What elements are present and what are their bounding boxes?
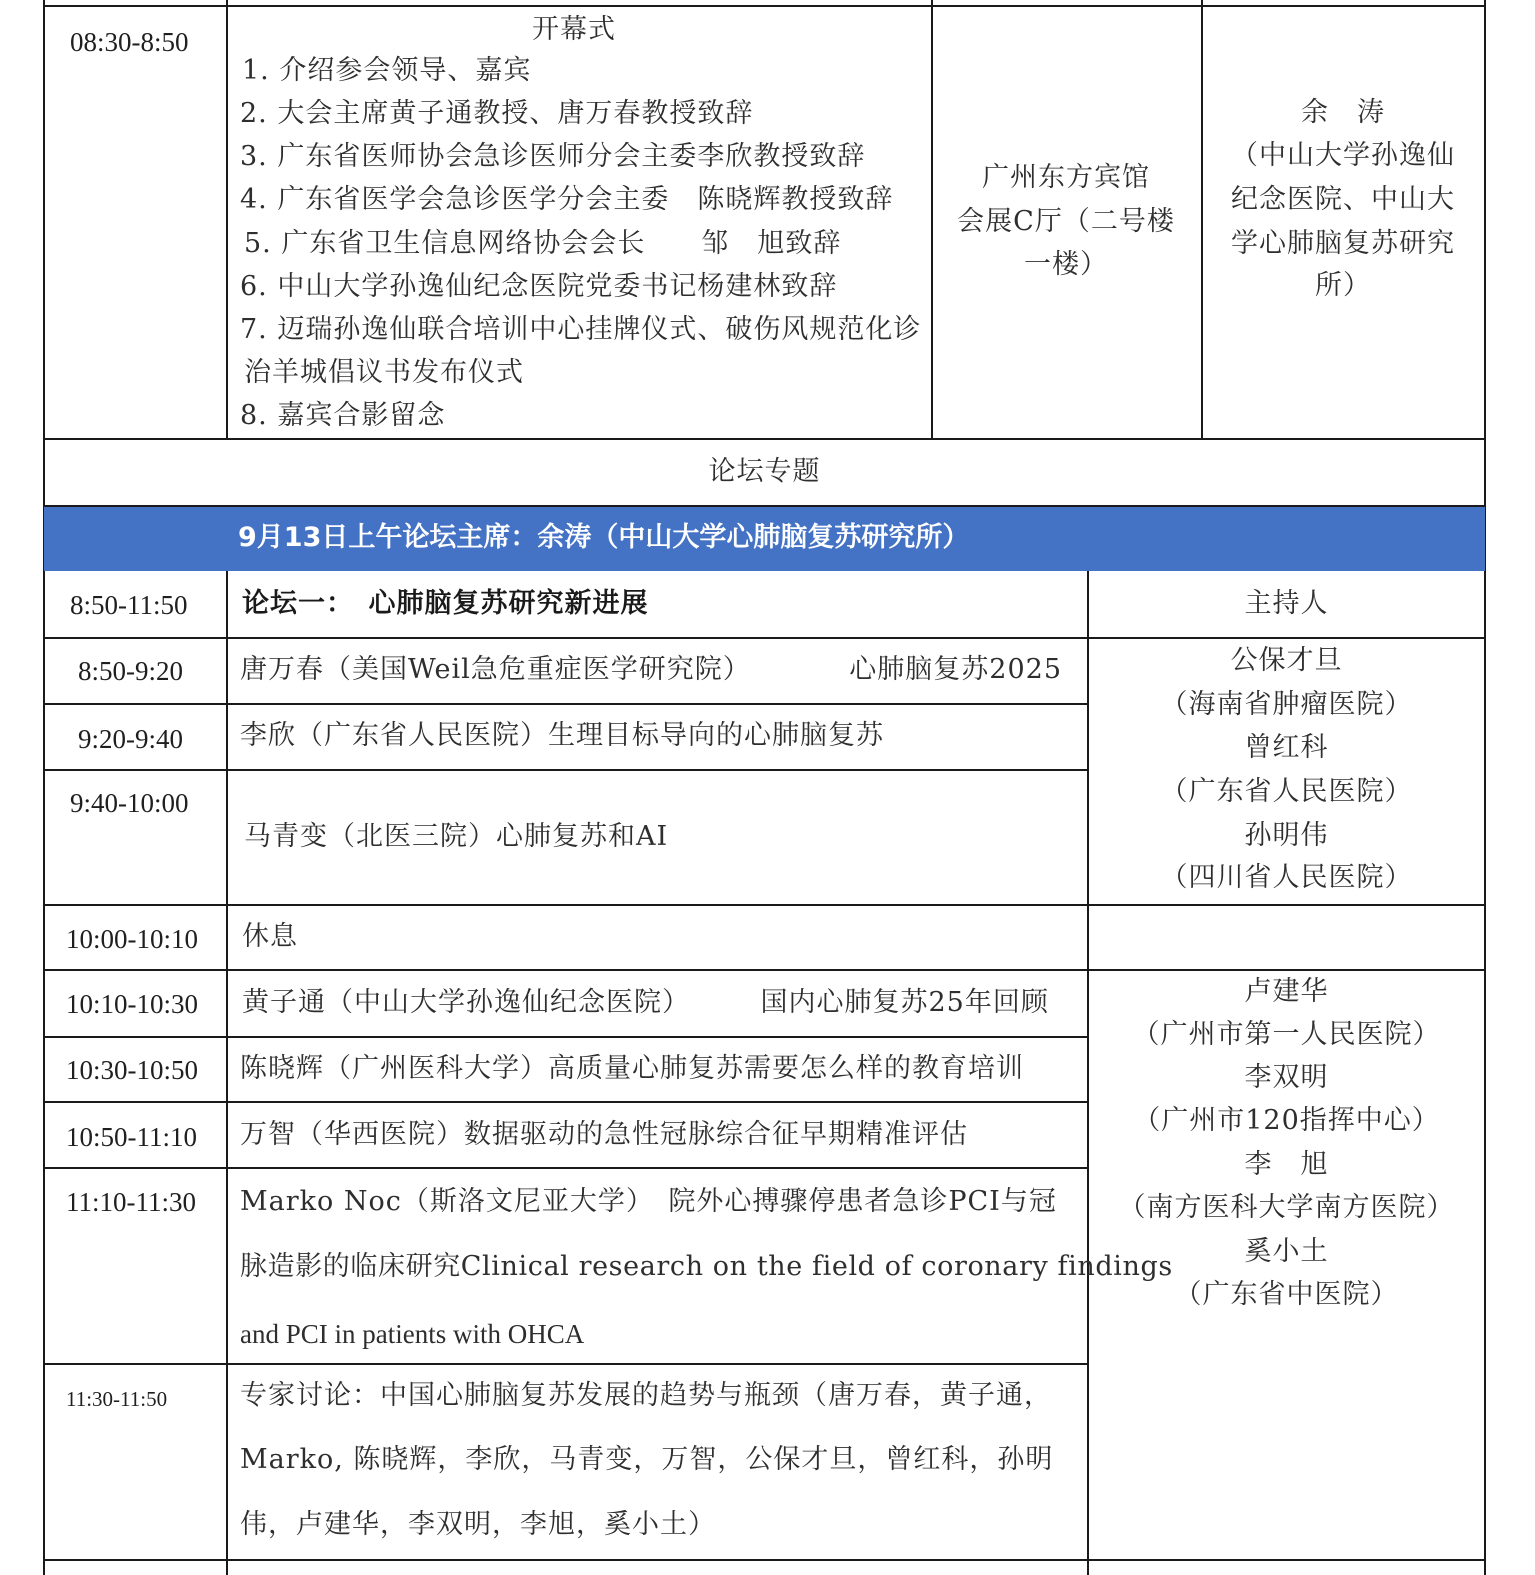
time-column-divider-top — [226, 0, 228, 440]
table-border-left — [43, 0, 45, 1575]
session-topic: 伟，卢建华，李双明，李旭，奚小土） — [240, 1509, 716, 1540]
session-time: 10:30-10:50 — [66, 1055, 198, 1085]
forum-title: 论坛一： 心肺脑复苏研究新进展 — [242, 588, 649, 619]
host-line: 奚小土 — [1244, 1236, 1329, 1267]
row-line — [43, 1036, 1089, 1038]
session-topic: 唐万春（美国Weil急危重症医学研究院） 心肺脑复苏2025 — [240, 654, 1063, 685]
venue-line: 广州东方宾馆 — [982, 162, 1150, 193]
session-time: 11:30-11:50 — [66, 1387, 168, 1411]
session-time: 9:20-9:40 — [78, 724, 183, 754]
opening-item: 3. 广东省医师协会急诊医师分会主委李欣教授致辞 — [240, 141, 866, 172]
session-time: 10:00-10:10 — [66, 924, 198, 954]
opening-item: 2. 大会主席黄子通教授、唐万春教授致辞 — [240, 98, 754, 129]
table-border-right — [1484, 0, 1486, 1575]
row-line — [43, 438, 1486, 440]
host-line: （广州市第一人民医院） — [1132, 1019, 1441, 1050]
opening-item: 8. 嘉宾合影留念 — [240, 400, 446, 431]
row-line — [43, 1101, 1089, 1103]
row-line — [43, 5, 1486, 7]
opening-host-line: （中山大学孙逸仙 — [1231, 140, 1455, 171]
venue-line: 会展C厅（二号楼 — [957, 206, 1175, 237]
row-line — [43, 969, 1486, 971]
host-column-divider — [1201, 0, 1203, 440]
opening-item: 7. 迈瑞孙逸仙联合培训中心挂牌仪式、破伤风规范化诊 — [240, 314, 922, 345]
host-line: （南方医科大学南方医院） — [1118, 1192, 1455, 1223]
opening-time: 08:30-8:50 — [70, 27, 189, 57]
host-line: 曾红科 — [1244, 732, 1329, 763]
host-line: 卢建华 — [1244, 976, 1329, 1007]
host-line: 孙明伟 — [1244, 820, 1329, 851]
opening-host-line: 所） — [1315, 270, 1371, 301]
host-line: （四川省人民医院） — [1160, 862, 1413, 893]
row-line — [43, 637, 1486, 639]
host-header: 主持人 — [1244, 588, 1329, 619]
row-line — [43, 1363, 1089, 1365]
session-topic: Marko Noc（斯洛文尼亚大学） 院外心搏骤停患者急诊PCI与冠 — [240, 1186, 1057, 1217]
opening-item: 4. 广东省医学会急诊医学分会主委 陈晓辉教授致辞 — [240, 184, 894, 215]
host-line: （广州市120指挥中心） — [1133, 1105, 1440, 1136]
session-topic: 马青变（北医三院）心肺复苏和AI — [244, 821, 669, 852]
session-topic: 李欣（广东省人民医院）生理目标导向的心肺脑复苏 — [240, 720, 884, 751]
opening-host-line: 余 涛 — [1301, 97, 1385, 128]
opening-title: 开幕式 — [532, 14, 616, 45]
session-topic: 休息 — [242, 921, 298, 952]
session-time: 9:40-10:00 — [70, 788, 189, 818]
host-line: 李双明 — [1244, 1062, 1329, 1093]
chair-banner-title: 9月13日上午论坛主席：余涛（中山大学心肺脑复苏研究所） — [238, 522, 970, 553]
session-topic: 万智（华西医院）数据驱动的急性冠脉综合征早期精准评估 — [240, 1119, 968, 1150]
session-time: 10:50-11:10 — [66, 1122, 197, 1152]
opening-item: 治羊城倡议书发布仪式 — [244, 357, 524, 388]
session-topic: 脉造影的临床研究Clinical research on the field of coronary findings — [240, 1251, 1173, 1282]
row-line — [43, 769, 1089, 771]
forum-topic-heading: 论坛专题 — [708, 456, 821, 487]
opening-item: 1. 介绍参会领导、嘉宾 — [242, 55, 532, 86]
session-time: 10:10-10:30 — [66, 989, 198, 1019]
venue-line: 一楼） — [1024, 249, 1108, 280]
opening-item: 6. 中山大学孙逸仙纪念医院党委书记杨建林致辞 — [240, 271, 838, 302]
session-topic: and PCI in patients with OHCA — [240, 1319, 585, 1349]
session-topic: 专家讨论：中国心肺脑复苏发展的趋势与瓶颈（唐万春，黄子通， — [240, 1380, 1052, 1411]
row-line — [43, 1167, 1089, 1169]
host-line: （广东省人民医院） — [1160, 776, 1413, 807]
session-time: 8:50-9:20 — [78, 656, 183, 686]
opening-host-line: 纪念医院、中山大 — [1231, 184, 1455, 215]
host-line: 李 旭 — [1244, 1149, 1329, 1180]
row-line — [43, 904, 1486, 906]
session-time: 11:10-11:30 — [66, 1187, 196, 1217]
forum-time: 8:50-11:50 — [70, 590, 188, 620]
row-line — [43, 703, 1089, 705]
opening-host-line: 学心肺脑复苏研究 — [1231, 228, 1455, 259]
host-line: （海南省肿瘤医院） — [1160, 689, 1413, 720]
row-line — [43, 1559, 1486, 1561]
opening-item: 5. 广东省卫生信息网络协会会长 邹 旭致辞 — [244, 228, 842, 259]
session-topic: 陈晓辉（广州医科大学）高质量心肺复苏需要怎么样的教育培训 — [240, 1053, 1024, 1084]
host-line: （广东省中医院） — [1174, 1279, 1399, 1310]
host-line: 公保才旦 — [1230, 645, 1343, 676]
session-topic: Marko, 陈晓辉，李欣，马青变，万智，公保才旦，曾红科，孙明 — [240, 1444, 1054, 1475]
time-column-divider — [226, 571, 228, 1575]
session-topic: 黄子通（中山大学孙逸仙纪念医院） 国内心肺复苏25年回顾 — [242, 987, 1049, 1018]
